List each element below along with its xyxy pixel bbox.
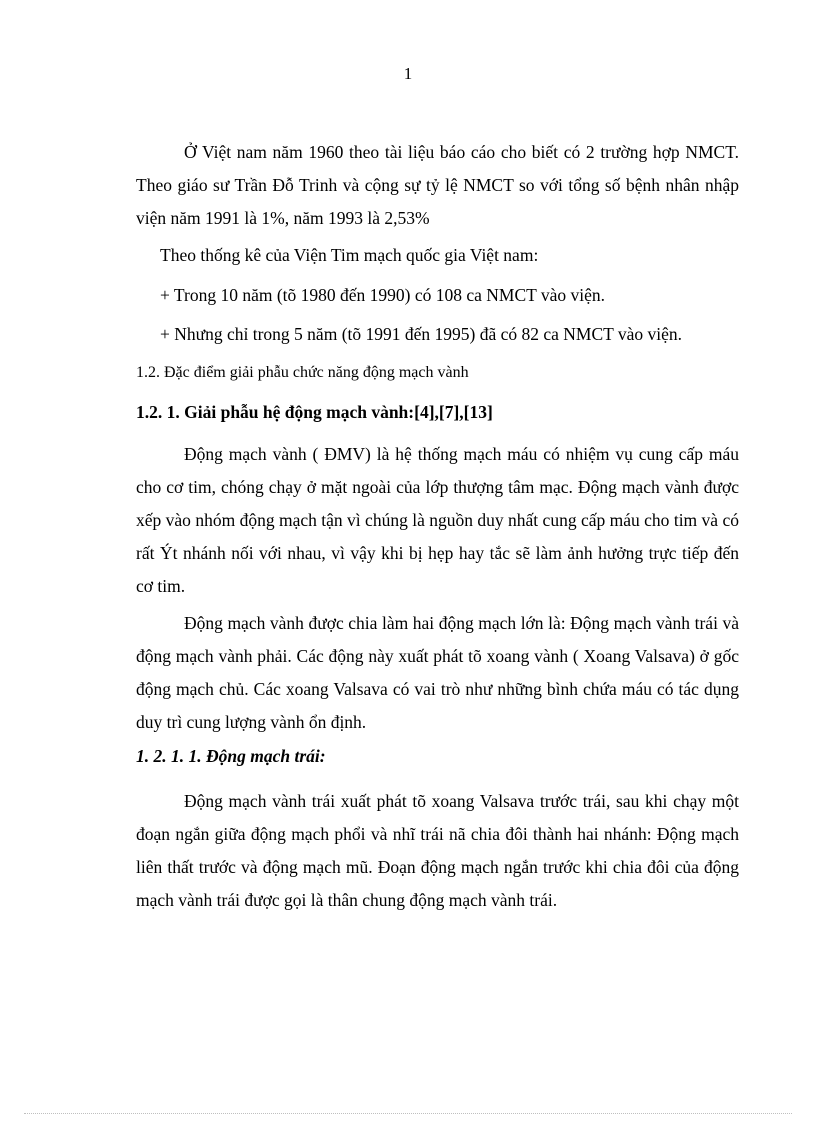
page-number: 1 — [403, 64, 413, 83]
paragraph-statistics-intro: Theo thống kê của Viện Tim mạch quốc gia Việt nam: — [160, 245, 539, 265]
paragraph-dmv-division: Động mạch vành được chia làm hai động mạch lớn là: Động mạch vành trái và động mạch vành phải. Các động này xuất phát tõ xoang vành ( Xoang Valsava) ở gốc động mạch chủ. Các xoang Valsava có vai trò như những bình chứa máu có tác dụng duy trì cung lượng vành ổn định. — [136, 613, 739, 732]
paragraph-intro: Ở Việt nam năm 1960 theo tài liệu báo cáo cho biết có 2 trường hợp NMCT. Theo giáo sư Trần Đỗ Trinh và cộng sự tỷ lệ NMCT so với tổng số bệnh nhân nhập viện năm 1991 là 1%, năm 1993 là 2,53% — [136, 142, 739, 228]
heading-section-1-2-1-1: 1. 2. 1. 1. Động mạch trái: — [136, 746, 326, 766]
heading-section-1-2-1: 1.2. 1. Giải phẫu hệ động mạch vành:[4],[7],[13] — [136, 402, 493, 422]
page-bottom-divider — [24, 1113, 792, 1114]
heading-section-1-2: 1.2. Đặc điểm giải phẫu chức năng động mạch vành — [136, 364, 469, 381]
bullet-item-1: + Trong 10 năm (tõ 1980 đến 1990) có 108 ca NMCT vào viện. — [160, 285, 606, 305]
bullet-item-2: + Nhưng chỉ trong 5 năm (tõ 1991 đến 1995) đã có 82 ca NMCT vào viện. — [160, 324, 683, 344]
paragraph-dmv-definition: Động mạch vành ( ĐMV) là hệ thống mạch máu có nhiệm vụ cung cấp máu cho cơ tim, chóng chạy ở mặt ngoài của lớp thượng tâm mạc. Động mạch vành được xếp vào nhóm động mạch tận vì chúng là nguồn duy nhất cung cấp máu cho tim và có rất Ýt nhánh nối với nhau, vì vậy khi bị hẹp hay tắc sẽ làm ảnh hưởng trực tiếp đến cơ tim. — [136, 444, 739, 596]
paragraph-left-artery: Động mạch vành trái xuất phát tõ xoang Valsava trước trái, sau khi chạy một đoạn ngắn giữa động mạch phổi và nhĩ trái nã chia đôi thành hai nhánh: Động mạch liên thất trước và động mạch mũ. Đoạn động mạch ngắn trước khi chia đôi của động mạch vành trái được gọi là thân chung động mạch vành trái. — [136, 791, 739, 910]
